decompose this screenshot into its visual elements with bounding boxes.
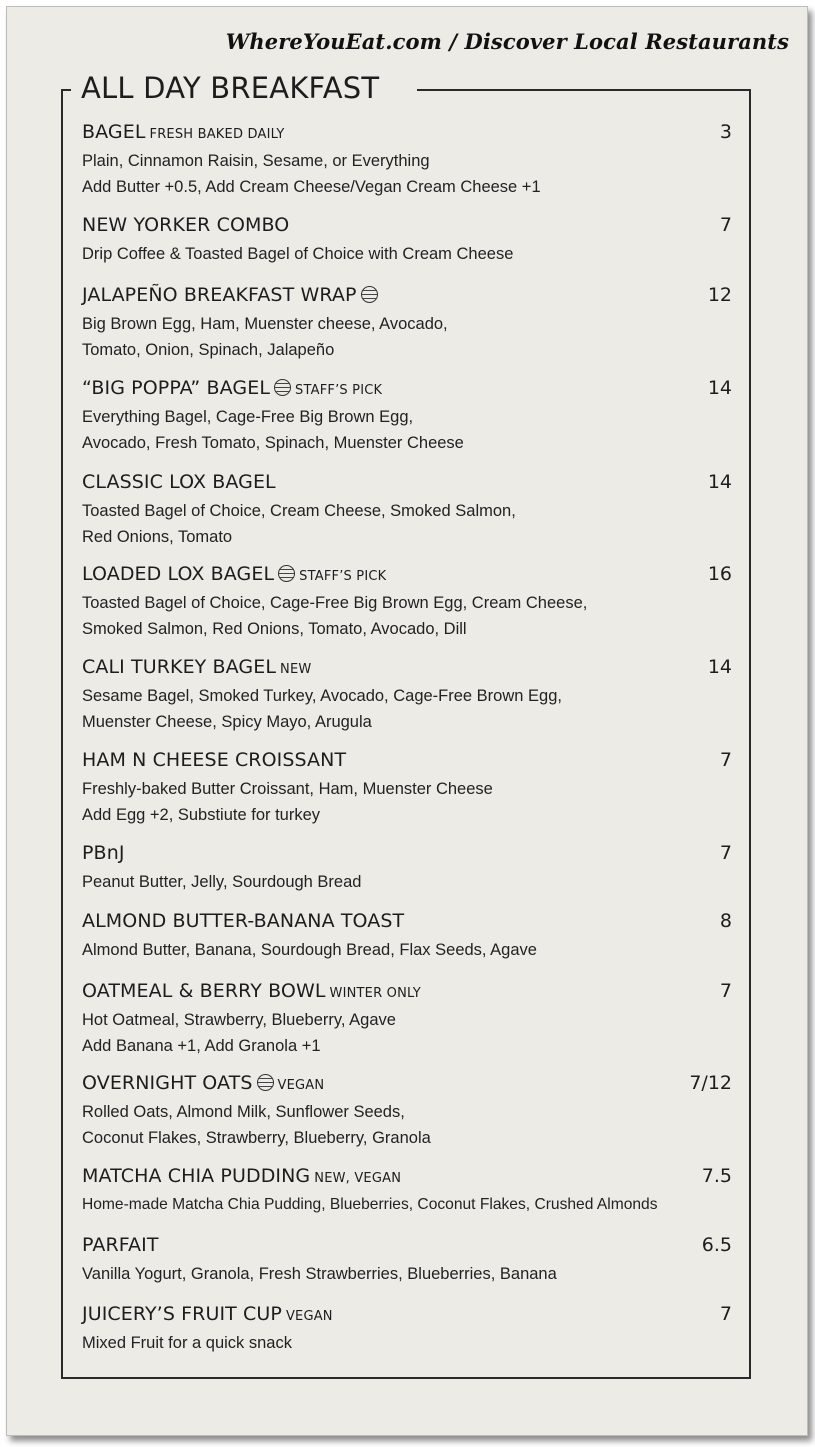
menu-item (82, 284, 732, 362)
menu-item-header (82, 563, 732, 589)
frame-left-border (61, 89, 63, 1379)
menu-item (82, 1165, 732, 1217)
item-description-line: Toasted Bagel of Choice, Cage-Free Big Brown Egg, Cream Cheese, (82, 594, 588, 612)
item-description-line: Mixed Fruit for a quick snack (82, 1334, 292, 1352)
item-description-line: Big Brown Egg, Ham, Muenster cheese, Avocado, (82, 315, 448, 333)
item-price: 7 (719, 214, 732, 236)
item-name: LOADED LOX BAGEL (82, 563, 275, 585)
frame-bottom-border (61, 1377, 751, 1379)
menu-item (82, 910, 732, 962)
item-description-line: Almond Butter, Banana, Sourdough Bread, Flax Seeds, Agave (82, 941, 537, 959)
item-description-line: Red Onions, Tomato (82, 528, 233, 546)
menu-item (82, 1234, 732, 1286)
item-name: HAM N CHEESE CROISSANT (82, 749, 347, 771)
item-description-line: Add Butter +0.5, Add Cream Cheese/Vegan Cream Cheese +1 (82, 178, 541, 196)
menu-item-header (82, 842, 732, 868)
item-description-line: Drip Coffee & Toasted Bagel of Choice with Cream Cheese (82, 245, 514, 263)
menu-item (82, 377, 732, 455)
item-tag: STAFF’S PICK (295, 383, 383, 398)
item-price: 7 (719, 749, 732, 771)
item-price: 14 (707, 656, 732, 678)
menu-item-header (82, 471, 732, 497)
menu-item (82, 214, 732, 266)
item-price: 7 (719, 1303, 732, 1325)
menu-item (82, 842, 732, 894)
item-name: JALAPEÑO BREAKFAST WRAP (82, 284, 357, 306)
item-name: PARFAIT (82, 1234, 159, 1256)
menu-page (6, 6, 808, 1436)
menu-item (82, 980, 732, 1058)
juicery-logo-icon (278, 565, 295, 582)
item-tag: VEGAN (277, 1078, 325, 1093)
item-description-line: Coconut Flakes, Strawberry, Blueberry, Granola (82, 1129, 431, 1147)
item-description-line: Hot Oatmeal, Strawberry, Blueberry, Agave (82, 1011, 396, 1029)
item-tag: FRESH BAKED DAILY (149, 127, 285, 142)
item-price: 3 (719, 121, 732, 143)
item-name: JUICERY’S FRUIT CUP (82, 1303, 282, 1325)
item-price: 8 (719, 910, 732, 932)
item-tag: VEGAN (285, 1309, 333, 1324)
item-price: 7/12 (689, 1072, 732, 1094)
item-name: ALMOND BUTTER-BANANA TOAST (82, 910, 405, 932)
menu-item-header (82, 121, 732, 147)
item-tag: STAFF’S PICK (299, 569, 387, 584)
menu-item-header (82, 377, 732, 403)
menu-item-header (82, 1303, 732, 1329)
item-description-line: Tomato, Onion, Spinach, Jalapeño (82, 341, 335, 359)
item-tag: NEW, VEGAN (314, 1171, 402, 1186)
item-price: 6.5 (701, 1234, 732, 1256)
item-name: “BIG POPPA” BAGEL (82, 377, 271, 399)
item-name: PBnJ (82, 842, 125, 864)
item-price: 14 (707, 471, 732, 493)
item-name: NEW YORKER COMBO (82, 214, 290, 236)
item-tag: WINTER ONLY (329, 986, 421, 1001)
menu-item (82, 471, 732, 549)
menu-item-header (82, 1234, 732, 1260)
menu-item-header (82, 214, 732, 240)
item-name: CLASSIC LOX BAGEL (82, 471, 276, 493)
menu-item-header (82, 1072, 732, 1098)
menu-item (82, 563, 732, 641)
frame-right-border (749, 89, 751, 1379)
menu-item (82, 1072, 732, 1150)
item-description-line: Home-made Matcha Chia Pudding, Blueberries, Coconut Flakes, Crushed Almonds (82, 1196, 658, 1213)
watermark: WhereYouEat.com / Discover Local Restaurants (225, 29, 789, 54)
item-description-line: Toasted Bagel of Choice, Cream Cheese, Smoked Salmon, (82, 502, 516, 520)
item-name: OATMEAL & BERRY BOWL (82, 980, 326, 1002)
item-description-line: Rolled Oats, Almond Milk, Sunflower Seeds, (82, 1103, 405, 1121)
item-name: CALI TURKEY BAGEL (82, 656, 277, 678)
item-price: 7 (719, 980, 732, 1002)
item-description-line: Vanilla Yogurt, Granola, Fresh Strawberries, Blueberries, Banana (82, 1265, 557, 1283)
juicery-logo-icon (274, 379, 291, 396)
item-description-line: Smoked Salmon, Red Onions, Tomato, Avocado, Dill (82, 620, 467, 638)
juicery-logo-icon (257, 1074, 274, 1091)
menu-item-header (82, 284, 732, 310)
item-price: 7 (719, 842, 732, 864)
juicery-logo-icon (361, 286, 378, 303)
item-name: BAGEL (82, 121, 146, 143)
menu-item-header (82, 910, 732, 936)
frame-top-border (417, 89, 751, 91)
item-price: 7.5 (701, 1165, 732, 1187)
item-price: 12 (707, 284, 732, 306)
frame-corner-tick (61, 89, 71, 91)
menu-item (82, 1303, 732, 1355)
menu-item-header (82, 749, 732, 775)
menu-section-title: ALL DAY BREAKFAST (81, 71, 380, 105)
item-description-line: Plain, Cinnamon Raisin, Sesame, or Everything (82, 152, 430, 170)
menu-item-header (82, 656, 732, 682)
item-price: 16 (707, 563, 732, 585)
menu-item-header (82, 980, 732, 1006)
item-description-line: Avocado, Fresh Tomato, Spinach, Muenster Cheese (82, 434, 464, 452)
item-description-line: Everything Bagel, Cage-Free Big Brown Egg, (82, 408, 414, 426)
item-name: OVERNIGHT OATS (82, 1072, 253, 1094)
item-description-line: Freshly-baked Butter Croissant, Ham, Muenster Cheese (82, 780, 493, 798)
item-description-line: Muenster Cheese, Spicy Mayo, Arugula (82, 713, 372, 731)
item-tag: NEW (280, 662, 312, 677)
item-description-line: Add Banana +1, Add Granola +1 (82, 1037, 321, 1055)
menu-item (82, 656, 732, 734)
item-name: MATCHA CHIA PUDDING (82, 1165, 311, 1187)
item-description-line: Peanut Butter, Jelly, Sourdough Bread (82, 873, 362, 891)
menu-item-header (82, 1165, 732, 1191)
item-description-line: Add Egg +2, Substiute for turkey (82, 806, 321, 824)
item-description-line: Sesame Bagel, Smoked Turkey, Avocado, Cage-Free Brown Egg, (82, 687, 562, 705)
menu-item (82, 749, 732, 827)
item-price: 14 (707, 377, 732, 399)
menu-item (82, 121, 732, 199)
